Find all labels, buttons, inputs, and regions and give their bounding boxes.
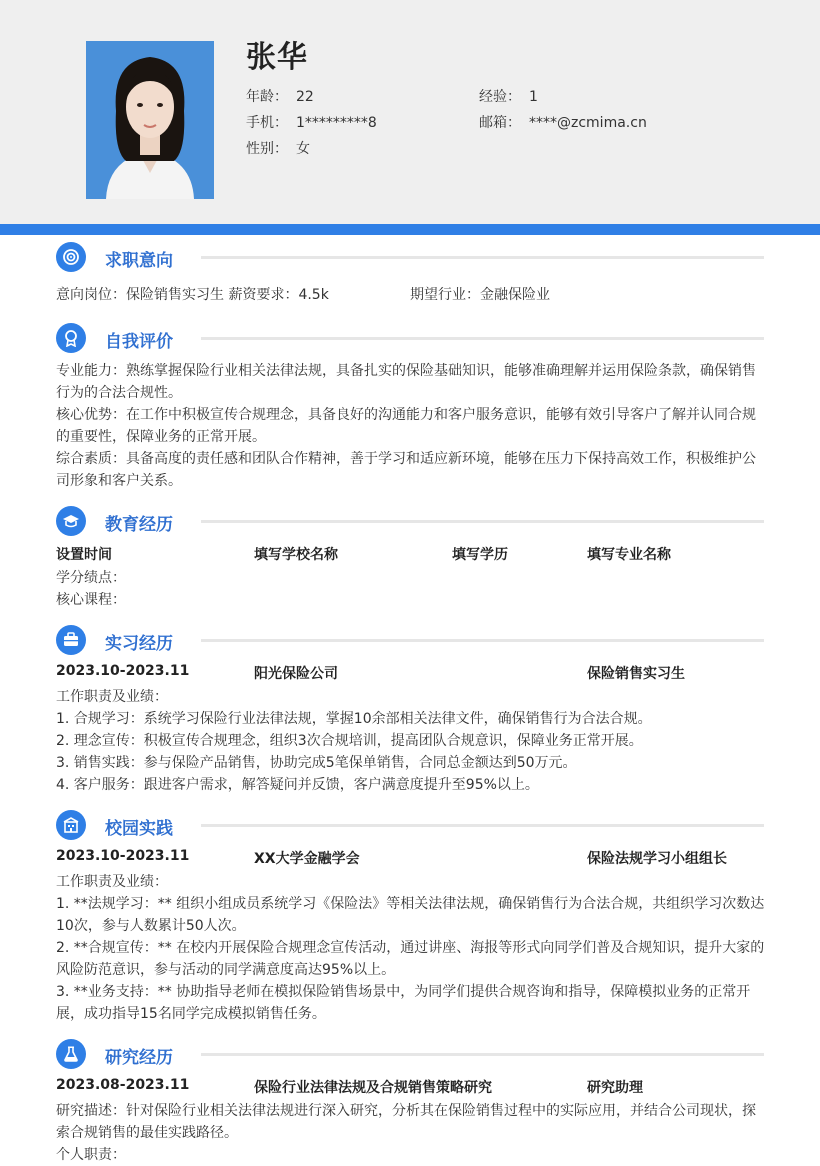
section-rule — [201, 256, 764, 259]
intern-role: 保险销售实习生 — [587, 666, 685, 682]
candidate-name: 张华 — [246, 40, 308, 75]
campus-org: XX大学金融学会 — [254, 851, 360, 867]
research-duty: 个人职责： — [56, 1147, 126, 1163]
intern-line: 4. 客户服务：跟进客户需求，解答疑问并反馈，客户满意度提升至95%以上。 — [56, 777, 539, 793]
phone-field — [246, 112, 377, 132]
header-divider — [0, 224, 820, 235]
intern-line: 1. 合规学习：系统学习保险行业法律法规，掌握10余部相关法律文件，确保销售行为合法合规。 — [56, 711, 652, 727]
self-eval-paragraph: 专业能力：熟练掌握保险行业相关法律法规，具备扎实的保险基础知识，能够准确理解并运用保险条款，确保销售行为的合法合规性。 — [56, 363, 756, 401]
section-rule — [201, 520, 764, 523]
target-icon — [56, 242, 86, 272]
edu-degree: 填写学历 — [452, 547, 508, 563]
experience-value: 1 — [529, 89, 538, 105]
campus-line: 3. **业务支持：** 协助指导老师在模拟保险销售场景中，为同学们提供合规咨询和指导，保障模拟业务的正常开展，成功指导15名同学完成模拟销售任务。 — [56, 984, 751, 1022]
resume-header — [0, 0, 820, 224]
research-row — [56, 1077, 766, 1099]
age-field — [246, 86, 314, 106]
self-eval-paragraph: 核心优势：在工作中积极宣传合规理念，具备良好的沟通能力和客户服务意识，能够有效引导客户了解并认同合规的重要性，保障业务的正常开展。 — [56, 407, 756, 445]
intern-company: 阳光保险公司 — [254, 666, 338, 682]
avatar — [86, 41, 214, 199]
edu-time: 设置时间 — [56, 547, 112, 563]
intent-industry: 期望行业：金融保险业 — [410, 287, 550, 303]
email-value: ****@zcmima.cn — [529, 115, 647, 131]
section-intern-header — [56, 625, 764, 657]
campus-row — [56, 848, 766, 870]
email-field — [479, 112, 647, 132]
research-time: 2023.08-2023.11 — [56, 1077, 190, 1093]
campus-role: 保险法规学习小组组长 — [587, 851, 727, 867]
edu-details — [56, 567, 766, 611]
intent-position: 意向岗位：保险销售实习生 薪资要求：4.5k — [56, 287, 329, 303]
phone-value: 1*********8 — [296, 115, 377, 131]
research-description: 研究描述：针对保险行业相关法律法规进行深入研究，分析其在保险销售过程中的实际应用，并结合公司现状，探索合规销售的最佳实践路径。 — [56, 1103, 756, 1141]
edu-courses: 核心课程： — [56, 592, 126, 608]
intern-row — [56, 663, 766, 685]
self-eval-paragraph: 综合素质：具备高度的责任感和团队合作精神，善于学习和适应新环境，能够在压力下保持高效工作，积极维护公司形象和客户关系。 — [56, 451, 756, 489]
campus-line: 工作职责及业绩： — [56, 874, 168, 890]
section-self-header — [56, 323, 764, 355]
campus-line: 2. **合规宣传：** 在校内开展保险合规理念宣传活动，通过讲座、海报等形式向同学们普及合规知识，提升大家的风险防范意识，参与活动的同学满意度高达95%以上。 — [56, 940, 765, 978]
intern-line: 2. 理念宣传：积极宣传合规理念，组织3次合规培训，提高团队合规意识，保障业务正常开展。 — [56, 733, 643, 749]
experience-field — [479, 86, 538, 106]
section-title: 求职意向 — [105, 251, 173, 271]
phone-label: 手机： — [246, 115, 288, 131]
medal-icon — [56, 323, 86, 353]
gender-value: 女 — [296, 141, 310, 157]
section-title: 自我评价 — [105, 332, 173, 352]
intern-line: 3. 销售实践：参与保险产品销售，协助完成5笔保单销售，合同总金额达到50万元。 — [56, 755, 577, 771]
email-label: 邮箱： — [479, 115, 521, 131]
edu-row — [56, 544, 766, 566]
section-intent-header — [56, 242, 764, 274]
building-icon — [56, 810, 86, 840]
section-title: 教育经历 — [105, 515, 173, 535]
section-edu-header — [56, 506, 764, 538]
section-rule — [201, 824, 764, 827]
section-rule — [201, 639, 764, 642]
section-research-header — [56, 1039, 764, 1071]
section-campus-header — [56, 810, 764, 842]
campus-line: 1. **法规学习：** 组织小组成员系统学习《保险法》等相关法律法规，确保销售行为合法合规，共组织学习次数达10次，参与人数累计50人次。 — [56, 896, 765, 934]
graduation-cap-icon — [56, 506, 86, 536]
gender-field — [246, 138, 310, 158]
research-topic: 保险行业法律法规及合规销售策略研究 — [254, 1080, 492, 1096]
edu-gpa: 学分绩点： — [56, 570, 126, 586]
section-title: 校园实践 — [105, 819, 173, 839]
campus-details — [56, 871, 766, 1025]
campus-time: 2023.10-2023.11 — [56, 848, 190, 864]
section-title: 实习经历 — [105, 634, 173, 654]
edu-major: 填写专业名称 — [587, 547, 671, 563]
age-value: 22 — [296, 89, 314, 105]
intern-time: 2023.10-2023.11 — [56, 663, 190, 679]
experience-label: 经验： — [479, 89, 521, 105]
flask-icon — [56, 1039, 86, 1069]
briefcase-icon — [56, 625, 86, 655]
section-rule — [201, 337, 764, 340]
intern-line: 工作职责及业绩： — [56, 689, 168, 705]
age-label: 年龄： — [246, 89, 288, 105]
research-role: 研究助理 — [587, 1080, 643, 1096]
gender-label: 性别： — [246, 141, 288, 157]
section-rule — [201, 1053, 764, 1056]
edu-school: 填写学校名称 — [254, 547, 338, 563]
section-title: 研究经历 — [105, 1048, 173, 1068]
intern-details — [56, 686, 766, 796]
intent-line — [56, 284, 766, 306]
research-details — [56, 1100, 766, 1166]
self-eval-text — [56, 360, 766, 492]
